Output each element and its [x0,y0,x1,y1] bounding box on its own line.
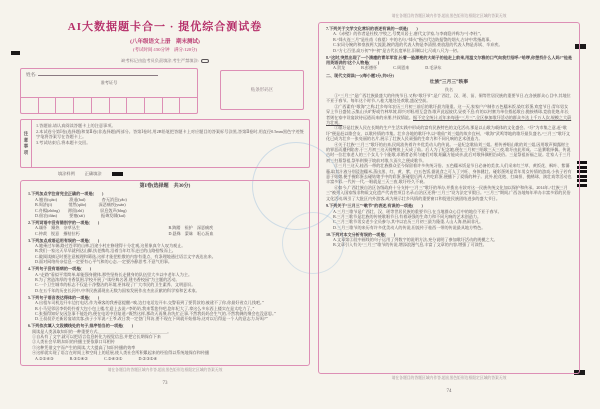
notice-box [20,119,310,168]
passage-title: 壮族“三月三”轶事 [429,80,469,86]
name-label: 姓名: [26,72,37,77]
passage-paragraph [326,104,572,126]
answer-area-warning: 请在各题目的答题区域内作答,超出黑色矩形边框限定区域的答案无效 [391,14,507,18]
question-option: D.三月三歌节的来历有许多优美动人的传说,但流传于桂西一带的传说最具地方特色。 [333,224,486,230]
question-option: B.③①④② [69,355,89,361]
question-stem: 9.下列关于“三月三”“歌节”的表述,有误的一项是( ) [326,203,423,209]
page-right [318,12,580,394]
question-stem: 7.下列关于文学文化常识的表述有误的一项是( ) [326,26,418,31]
question-2 [28,220,302,236]
question-option: A.她乘过车辆,路过苍翠的山林,沿途小村庄修建得十分壮观,这景象真令人叹为观止。 [35,243,186,249]
question-options-row [326,65,572,70]
question-option: A.贺龙 [333,65,346,71]
exam-number-cell[interactable] [92,98,110,113]
fill-example-label: 填涂样例 [58,171,75,176]
filled-bubble-example-icon [112,172,123,176]
exam-number-cell[interactable] [145,98,163,113]
notice-item: 1.答题前,请认真阅读答题卡上的注意事项。 [36,123,116,128]
candidate-info-row [20,68,310,114]
ordering-item: ②人类社会早期,知识的传播主要依靠口耳相传 [32,339,115,345]
ordering-item: ①自从有了文字,就可以把语言信息转化为视觉信息,并把它长期保存下来 [32,334,161,340]
question-options-row [28,356,302,361]
question-9 [326,203,572,230]
exam-subtitle: (八年级语文上册 期末测试) [130,39,200,45]
question-7 [326,26,572,53]
question-option: C.张强得知好友因急事不能赴约,便在电话中回复道:“既然这样,那改天再聚,你先忙正事,不然我妈妈会生气的,不然我俩的聚会也没意思。” [35,310,276,316]
question-stem: 3.下列加点成语运用有误的一项是( ) [28,237,100,243]
question-stem: 8.“这时,突然出现了一个清瘦的青年军官,长着一脸漂亮的大胡子的他走上前来,用温文尔雅的口气向我打招呼:“哈啰,你想找什么人吗?”他是用英语讲的!这个人物是( ) [326,54,572,65]
question-10 [326,232,572,248]
exam-number-cell[interactable] [21,98,39,113]
exam-time-score: (考试时间:150分钟 满分:120分) [133,47,197,52]
question-stem: 5.下列句子语言表达得体的一项是( ) [28,294,100,300]
registration-mark-icon [11,51,20,55]
fill-example-row [20,171,310,177]
question-option: B.文章引入有关“三月三”歌节的传说,增添浪漫气息,丰富了文章的内容,增强了可读性。 [333,242,487,248]
question-options-grid [28,225,302,236]
passage-paragraph: ⑥如今,广西壮族自治区各级政府十分支持“三月三”歌圩的举办,并拨出专款对这一民族传统文化加以保护和传承。2014年,“壮族三月三”被列入国家级非物质文化遗产代表性项目名录;自治区还将“三月三”设为法定节假日。“三月三”期间,广西各地每年举办丰富多彩的民俗文化活动,吸引了大批区内外游客,成为展示壮乡风情的重要窗口和促进民族团结进步的盛大节日。 [326,184,571,201]
fill-correct-label: 正确填涂 [84,171,102,176]
ordering-item: ④这样就实现了语言在时间上和空间上的延展,使人类社会所积累起来的经验得以系统地保存和传播 [32,350,210,356]
passage-paragraph: ⑤三月三这天,桂西一带的壮族群众至今保留着许多传统习俗。五色糯米饭是节日必备的美食,人们采来红兰草、黄饭花、枫叶、紫蕃藤,取其汁液分别浸泡糯米,蒸出黑、红、黄、紫、白五色饭,据说食之可人丁兴旺、身体健壮。碰彩蛋则是青年男女传情的游戏,小伙子若有意于姑娘,便手握彩蛋去碰姑娘手中的彩蛋,蛋碰裂后两人共吃彩蛋,便播下了爱情的种子。此外,抢花炮、打扁担、抛绣球、演壮戏等活动也丰富多彩,一代传一代,一唱就是三天三夜,歌圩经久不衰。 [326,163,572,185]
question-stem: 2.下列词语中没有错别字的一项是( ) [28,219,100,225]
question-option: B.彭德怀 [361,65,378,71]
question-8 [326,55,572,71]
question-option: D.悬殊 蒙昧 呕心沥血 [168,230,214,236]
question-option: A.翘首(qiáo) 溃退(huì) 杳无消息(yǎo) [35,196,127,202]
question-option: A.《赤壁》的作者是杜牧,字牧之,号樊川居士,唐代文学家,与李商隐并称为“小李杜”。 [333,31,484,37]
question-option: B.“烽火连三月”是杜甫《春望》中的名句,“烽火”指古代边防报警的烟火,古诗中常指战事。 [333,36,494,42]
question-option: C.舟楫(zhōng) 滞留(zhì) 屏息敛声(bǐng) [35,207,127,213]
question-stem: 4.下列句子没有语病的一项是( ) [28,266,92,272]
part1-title: 第Ⅰ卷(选择题 共30分) [139,184,191,189]
question-intro: 阅读是人类汲取知识的一种重要方式,＿＿＿＿,＿＿＿＿,＿＿＿＿,＿＿＿＿。 [32,328,172,334]
question-option: D.王叔叔乔迁新居宴请宾客,孩子小军说:“王爷,改日我一定登门拜访,要不现在下周就开始排场,这对以后得是一个人的意志力,好吗?” [35,316,268,322]
notice-item: 2.本试卷分第Ⅰ卷(选择题)和第Ⅱ卷(非选择题)两部分。答第Ⅰ卷时,用2B铅笔把答题卡上对应题目的答案标号涂黑,答第Ⅱ卷时,用直径0.5mm黑色字迹签字笔将答案写在答题卡上。 [36,128,304,140]
question-option: D.佃农(diàn) 要塞(sài) 振聋发聩(kuì) [35,213,126,219]
question-1 [28,191,302,218]
question-3 [28,238,302,265]
notice-body [32,120,309,167]
question-option: C.周恩来 [393,65,410,71]
notice-item: 3.考试结束后,将本题卡交回。 [36,139,91,145]
page-number-left: 73 [162,381,168,386]
question-option: D.毛泽东 [425,65,442,71]
barcode-area [220,70,304,110]
question-6 [28,323,302,361]
question-option: B.周济(jì) 悄然(qiǎo) 深恶痛疾(yuàn) [35,202,126,208]
name-and-number-box [20,68,198,114]
name-input-line[interactable] [38,72,158,76]
question-option: A.“走路”看似平常简单,却能强身健体,那些坚持长走健身的队伍里大多以中老年人为主。 [35,271,193,277]
question-4 [28,266,302,293]
passage-paragraph: ①“三月三”是广西壮族最盛大的传统节日,又称“歌圩节”,是广西壮、汉、瑶、苗、侗等世居民族的重要节日,在各族群众心目中,其地位不亚于春节。每年这个时节,八桂大地处处欢歌,盛况空前。 [326,92,571,104]
question-stem: 1.下列加点字注音完全正确的一项是( ) [28,191,104,197]
question-option: D.“方七百里,高万仞”中“仞”是古代长度单位,旧制以七尺或八尺为一仞。 [333,47,461,53]
question-stem: 10.下列对本文分析有误的一项是( ) [326,231,396,237]
question-option: A.缅怀 躁热 杂草丛生 [35,225,80,231]
question-option: D.面对网络纷杂信息一定要有心平气和的心态,一定要冷静思考,不意气用事。 [35,259,173,265]
question-option: A.②①④③ [35,355,54,361]
answer-area-part1 [20,180,310,366]
notice-title-vertical: 注意事项 [21,120,32,167]
passage-paragraph: ④关于壮族“三月三”歌圩的由来,民间流传着许多优美动人的传说。一是纪念歌仙刘三姐。相传善唱山歌的刘三姐,因用歌声揭露财主的罪恶而遭到陷害,于三月初三这天骑鲤鱼上天成了仙。后人为了纪念她,便在三月初三唱歌三天三夜,歌圩由此形成。二是赛歌择偶。传说古时一位壮家老人的三个女儿个个能歌,求婚者必须与她们对歌,唱赢方能成亲,此后对歌择偶相沿成俗。三是祭祖祈福之说。壮家人于三月初三扫墓祭祖,祭毕则聚于坡前对歌,久而久之便成歌节。 [326,141,571,163]
question-option: B.我们一家这天早早就到达山脚,扶老携幼,沿着当年红军走过的山路拾级而上。 [35,248,176,254]
question-option: B.三月三歌节是壮族的传统歌唱节日,有着顽强的生命力和不同凡响的艺术创造力。 [333,213,482,219]
question-option: B.踌躇 袒护 深恶痛疾 [168,225,214,231]
question-option: B.为了营造浓厚的书香氛围,学校开展了“读经典名著,建书香校园”为主题的活动。 [35,277,180,282]
exam-number-cell[interactable] [163,98,181,113]
question-option: B.小马见邻居李奶奶拎着大包小包上楼,忙迎上去说:“李奶奶,我来帮您拎吧,您年纪大了,拿这么多东西上楼实在是太吃力了。” [35,305,255,311]
ordering-item: ③这种凭借文字而产生的阅读,大大提高了知识传播的效率 [32,344,136,350]
question-option: A.三月三歌节是广西壮、汉、瑶等世居民族的重要节日,在当地群众心目中的地位不亚于春节。 [333,208,502,214]
section2-title: 二、现代文阅读(一)(每小题3分,共6分) [326,72,394,78]
question-option: D.②③①④ [138,355,158,361]
question-option: A.文章第②段中画线的句子运用了列数字的说明方法,充分说明了参加歌圩活动的规模之大。 [333,237,498,243]
question-5 [28,295,302,322]
name-field[interactable] [26,72,192,78]
answer-area-warning: 请在各题目的答题区域内作答,超出黑色矩形边框限定区域的答案无效 [107,368,223,372]
exam-number-cell[interactable] [39,98,57,113]
question-stem: 6.下列依次填入文段横线处的句子,排序恰当的一项是( ) [28,323,134,329]
exam-number-grid [21,97,197,113]
page-number-right: 74 [446,389,452,394]
exam-number-label: 准考证号 [100,80,118,85]
question-option: D.在五千年的历史长河中,中华民族涌现出无数为国家发展作出杰出贡献的科学家和艺术家。 [35,287,200,293]
passage-underlined-sentence: 据不完全统计,近年来每逢“三月三”,全区参加歌圩活动的群众多达上千万人次,规模之大蔚为壮观。 [326,114,572,125]
passage-paragraph: ③歌圩是壮族人民在长期的生产生活实践中形成的富有民族特色的文化活动,那是以山歌为载体的文化盛会。“圩”为市集之意,赶“歌圩”便是赶以歌会友、以歌传情的市集。壮乡各地的歌圩中,以“歌仙”刘三姐的故乡宜州、“歌海”武鸣等地的歌圩最负盛名,“三月三”歌圩文化已成为壮乡一张亮丽的名片,展示了壮族人民顽强的生命力和不同凡响的艺术创造力。 [326,125,571,142]
page-left [20,12,310,386]
passage-text: ②广西素有“歌海”之称,壮乡每年农历三月初三前后的歌圩最为隆重。这一天,家家户户制作五色糯米饭,染红彩蛋,欢度节日;青年男女穿上节日盛装,云集山头旷野或竹林草坡,即兴对唱,相互盘答,歌声此起彼伏,昼夜不息;有的以村寨为单位搭起歌台,抛接绣球,竞放花炮;年长者则在家中设宴款待远道而来的亲朋,共叙情谊。 [326,103,569,120]
exam-number-cell[interactable] [110,98,128,113]
absent-mark-note: 缺考标记由监考员负责填涂,考生严禁填涂: [121,58,199,63]
exam-number-cell[interactable] [74,98,92,113]
absent-mark-bubble[interactable] [201,59,209,63]
question-option: C.仲裁 锐意 摧枯拉朽 [35,230,80,236]
answer-area-warning: 请在各题目的答题区域内作答,超出黑色矩形边框限定区域的答案无效 [391,376,507,380]
question-option: C.一个卫生城市的标志不仅是干净整洁的环境,更体现了广大市民的卫生素养、文明意识。 [35,282,196,288]
question-option: A.出租车司机边开车边打电话,作为乘客的我善意提醒:“唉,边打电话边开车,交警看到了要罚款的,被逮不了你,你最好省点儿钱吧。” [35,300,264,306]
question-option: C.做阅读摘记时要注意梳理和筛选,这样才能把松散的内容有重点、有条理地通过语言文字表达出来。 [35,253,216,259]
passage-author: 佚名 [444,86,454,92]
question-option: C.三月三歌节男女老少全员参与,其中以农历三月初三最为隆重,人山人海,热闹非凡。 [333,219,484,225]
exam-title: AI大数据题卡合一 · 提优综合测试卷 [67,21,263,33]
barcode-area-label: 贴条形码区 [250,87,274,92]
exam-number-cell[interactable] [56,98,74,113]
answer-area-part2 [318,22,580,374]
exam-number-cell[interactable] [127,98,145,113]
question-option: C.宋词分婉约和豪放两大流派,婉约派的代表人物是李清照,豪放派的代表人物是苏轼、辛弃疾。 [333,42,503,48]
absent-mark-line [20,58,310,64]
exam-number-cell[interactable] [180,98,197,113]
question-option: C.②④③① [104,355,123,361]
